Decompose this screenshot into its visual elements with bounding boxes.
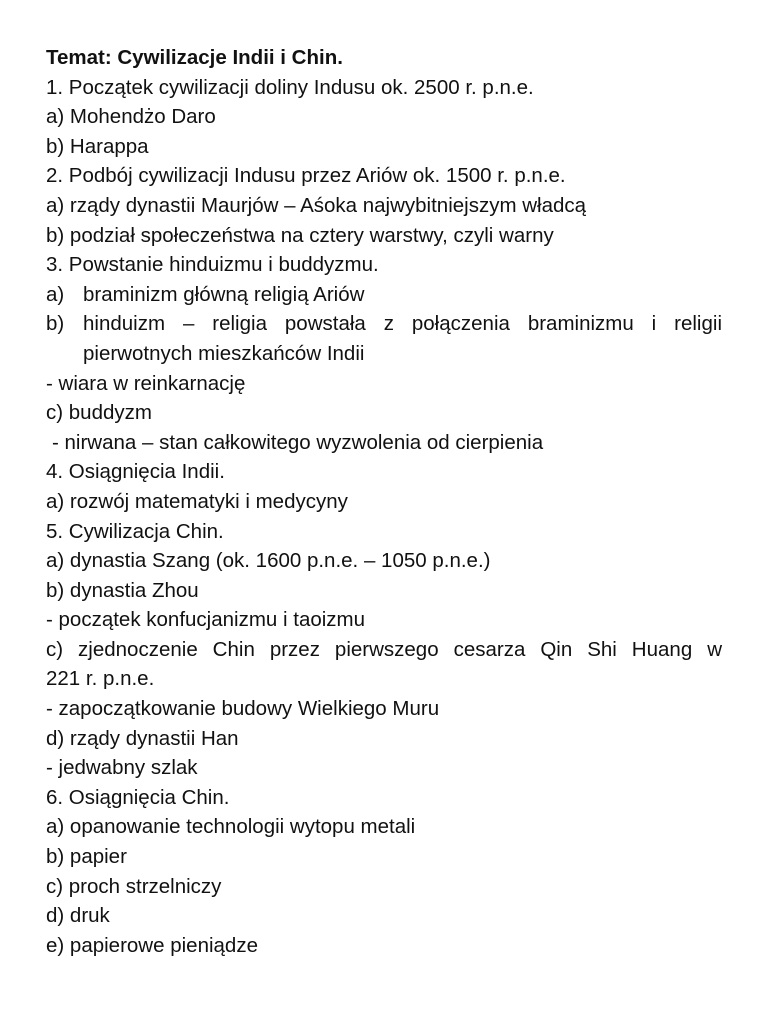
list-item xyxy=(46,309,722,339)
list-item: 4. Osiągnięcia Indii. xyxy=(46,460,225,484)
list-item: - zapoczątkowanie budowy Wielkiego Muru xyxy=(46,697,440,721)
list-marker: b) xyxy=(46,312,65,336)
list-item-continuation: 221 r. p.n.e. xyxy=(46,667,155,691)
document-title: Temat: Cywilizacje Indii i Chin. xyxy=(46,46,343,69)
list-item: - wiara w reinkarnację xyxy=(46,371,246,395)
document-page xyxy=(46,43,722,960)
list-item: a) rządy dynastii Maurjów – Aśoka najwybitniejszym władcą xyxy=(46,193,587,217)
list-item-continuation: pierwotnych mieszkańców Indii xyxy=(83,341,365,365)
list-marker: a) xyxy=(46,282,65,306)
list-item: b) podział społeczeństwa na cztery warstwy, czyli warny xyxy=(46,223,554,247)
list-item: c) buddyzm xyxy=(46,401,152,425)
list-item: a) Mohendżo Daro xyxy=(46,105,216,129)
list-item-text: braminizm główną religią Ariów xyxy=(83,282,365,306)
list-item: b) papier xyxy=(46,845,127,869)
list-item: d) druk xyxy=(46,904,110,928)
list-item: c) proch strzelniczy xyxy=(46,874,222,898)
list-item: 3. Powstanie hinduizmu i buddyzmu. xyxy=(46,253,379,277)
list-item: 2. Podbój cywilizacji Indusu przez Ariów ok. 1500 r. p.n.e. xyxy=(46,164,566,188)
list-item: a) rozwój matematyki i medycyny xyxy=(46,489,348,513)
list-item: b) dynastia Zhou xyxy=(46,578,199,602)
list-item: - jedwabny szlak xyxy=(46,756,198,780)
list-item: b) Harappa xyxy=(46,134,149,158)
list-item xyxy=(46,280,722,310)
list-item: 5. Cywilizacja Chin. xyxy=(46,519,224,543)
list-item: e) papierowe pieniądze xyxy=(46,933,258,957)
list-item: 1. Początek cywilizacji doliny Indusu ok. 2500 r. p.n.e. xyxy=(46,75,534,99)
list-item: - początek konfucjanizmu i taoizmu xyxy=(46,608,366,632)
list-item: d) rządy dynastii Han xyxy=(46,726,239,750)
list-item-text: hinduizm – religia powstała z połączenia braminizmu i religii xyxy=(83,312,722,336)
list-item: a) opanowanie technologii wytopu metali xyxy=(46,815,416,839)
list-item: 6. Osiągnięcia Chin. xyxy=(46,785,230,809)
list-item: - nirwana – stan całkowitego wyzwolenia od cierpienia xyxy=(52,430,544,454)
list-item: c) zjednoczenie Chin przez pierwszego cesarza Qin Shi Huang w xyxy=(46,637,722,661)
list-item: a) dynastia Szang (ok. 1600 p.n.e. – 1050 p.n.e.) xyxy=(46,549,491,573)
